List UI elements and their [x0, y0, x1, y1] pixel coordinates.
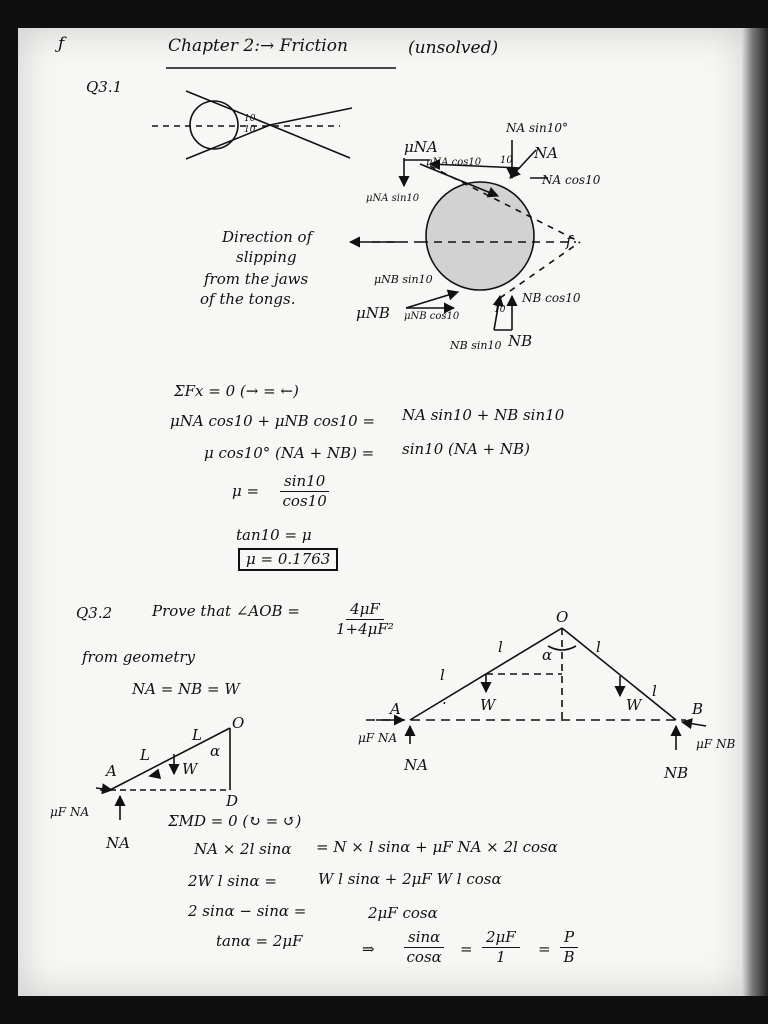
equation-4-lhs: μ = — [232, 482, 260, 500]
label-angle-top: 10 — [500, 155, 513, 166]
label-f: f — [566, 232, 572, 250]
label-nb-sin10: NB sin10 — [450, 339, 502, 352]
direction-note-1: Direction of — [222, 228, 313, 246]
step4-fraction-3-numerator: P — [560, 930, 578, 948]
step2-right: W l sinα + 2μF W l cosα — [318, 870, 502, 888]
fig-right-nb: NB — [664, 764, 689, 782]
margin-mark: ƒ — [58, 34, 65, 54]
fig-left-l2: L — [192, 726, 202, 744]
fig-left-na: NA — [106, 834, 130, 852]
fig-right-w2: W — [626, 696, 642, 714]
fig-left-d: D — [226, 792, 239, 810]
step4-equals-2: = — [538, 940, 551, 958]
label-mu-nb-sin10: μNB sin10 — [374, 273, 433, 286]
step3-right: 2μF cosα — [368, 904, 438, 922]
step4-left: tanα = 2μF — [216, 932, 303, 950]
equation-4-fraction — [280, 474, 329, 509]
fig-right-l2: l — [498, 638, 503, 656]
label-mu-na-sin10: μNA sin10 — [366, 193, 420, 204]
prove-numerator: 4μF — [346, 602, 384, 620]
step4-fraction-1 — [404, 930, 444, 965]
equation-2-left: μNA cos10 + μNB cos10 = — [170, 412, 376, 430]
label-na: NA — [534, 144, 558, 162]
step4-fraction-2-denominator: 1 — [496, 948, 506, 966]
geometry-note: from geometry — [82, 648, 196, 666]
question-label-q31: Q3.1 — [86, 78, 123, 96]
step1-right: = N × l sinα + μF NA × 2l cosα — [316, 838, 558, 856]
fig-right-l3: l — [596, 638, 601, 656]
page-subtitle: (unsolved) — [408, 38, 499, 58]
fig-right-l4: l — [652, 682, 657, 700]
step4-fraction-2 — [482, 930, 520, 965]
fig-right-mu-na: μF NA — [358, 731, 398, 745]
equation-5: tan10 = μ — [236, 526, 312, 544]
fig-left-alpha: α — [210, 742, 221, 760]
result-box: μ = 0.1763 — [238, 548, 338, 571]
label-mu-na: μNA — [404, 138, 438, 156]
step3-left: 2 sinα − sinα = — [188, 902, 307, 920]
fig-right-w1: W — [480, 696, 496, 714]
direction-note-3: from the jaws — [204, 270, 309, 288]
fig-left-o: O — [232, 714, 245, 732]
na-equals-nb: NA = NB = W — [132, 680, 240, 698]
fig-right-l1: l — [440, 666, 445, 684]
step4-arrow: ⇒ — [362, 940, 375, 958]
fig-left-w: W — [182, 760, 198, 778]
prove-denominator: 1+4μF² — [336, 620, 394, 638]
label-na-cos10: NA cos10 — [542, 173, 601, 187]
fig-right-o: O — [556, 608, 569, 626]
moment-equation: ΣMD = 0 (↻ = ↺) — [168, 812, 302, 830]
fig-left-a: A — [106, 762, 117, 780]
step4-fraction-2-numerator: 2μF — [482, 930, 520, 948]
fig-left-l1: L — [140, 746, 150, 764]
prove-fraction — [336, 602, 394, 637]
label-mu-na-cos10: μNA cos10 — [426, 157, 482, 168]
label-angle-bottom: 10 — [494, 305, 506, 315]
label-mu-nb-cos10: μNB cos10 — [404, 311, 460, 322]
question-label-q32: Q3.2 — [76, 604, 113, 622]
fig-right-na: NA — [404, 756, 428, 774]
step4-fraction-1-denominator: cosα — [406, 948, 442, 966]
equation-4-numerator: sin10 — [280, 474, 329, 492]
fig-right-a: A — [390, 700, 401, 718]
step2-left: 2W l sinα = — [188, 872, 277, 890]
tong-angle-top: 10 — [244, 114, 256, 124]
fig-right-mu-nb: μF NB — [696, 737, 736, 751]
step4-fraction-3 — [560, 930, 578, 965]
fig-right-b: B — [692, 700, 704, 718]
label-na-sin10: NA sin10° — [506, 121, 568, 135]
equation-3-left: μ cos10° (NA + NB) = — [204, 444, 375, 462]
fig-right-dot: . — [442, 690, 447, 708]
label-nb: NB — [508, 332, 533, 350]
tong-angle-bottom: 10 — [244, 125, 256, 135]
page-title: Chapter 2:→ Friction — [168, 36, 348, 56]
step1-left: NA × 2l sinα — [194, 840, 292, 858]
prove-text: Prove that ∠AOB = — [152, 602, 300, 620]
fig-left-mu-na: μF NA — [50, 805, 90, 819]
equation-4-denominator: cos10 — [282, 492, 327, 510]
equation-sum-fx: ΣFx = 0 (→ = ←) — [174, 382, 299, 400]
fig-right-alpha: α — [542, 646, 553, 664]
direction-note-4: of the tongs. — [200, 290, 296, 308]
equation-2-right: NA sin10 + NB sin10 — [402, 406, 565, 424]
step4-fraction-3-denominator: B — [563, 948, 575, 966]
step4-equals-1: = — [460, 940, 473, 958]
step4-fraction-1-numerator: sinα — [404, 930, 444, 948]
direction-note-2: slipping — [236, 248, 297, 266]
label-mu-nb: μNB — [356, 304, 390, 322]
equation-3-right: sin10 (NA + NB) — [402, 440, 530, 458]
label-nb-cos10: NB cos10 — [522, 291, 581, 305]
